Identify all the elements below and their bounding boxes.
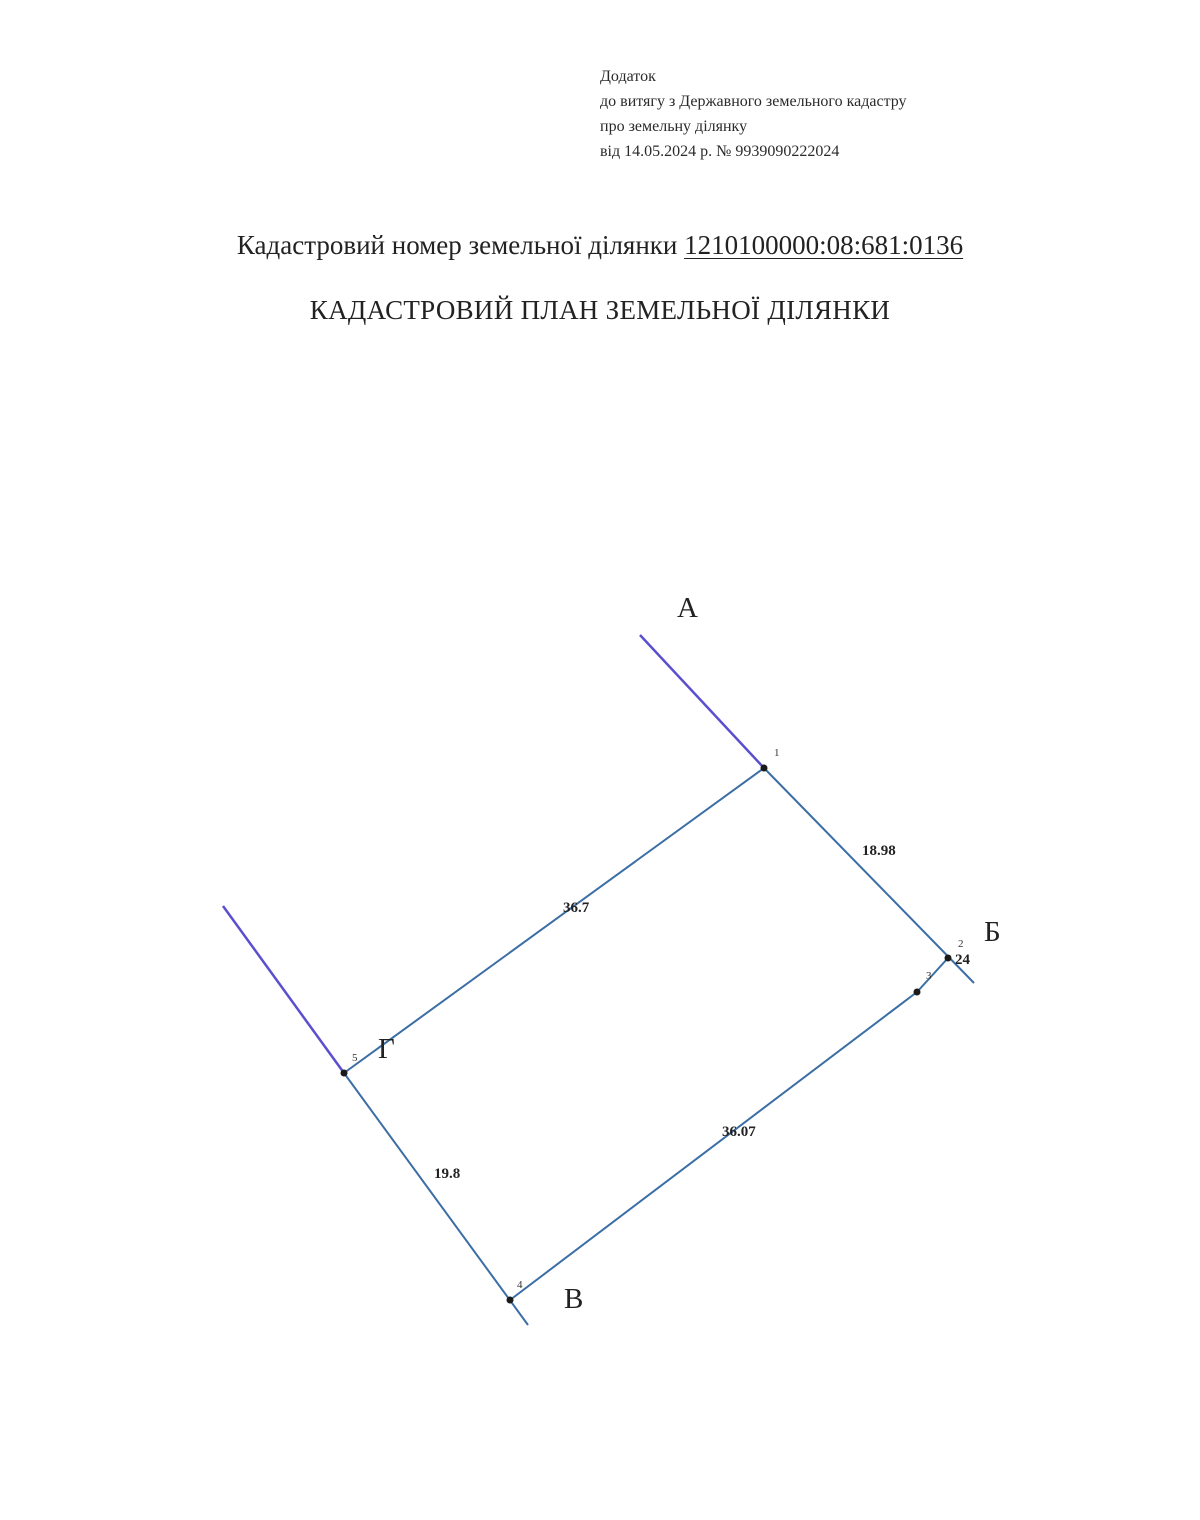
point-number-2: 2 — [958, 938, 964, 950]
dimension-side-1-2: 18.98 — [862, 843, 896, 859]
neighbor-label-b: Б — [984, 916, 1001, 948]
neighbor-line-g — [223, 906, 344, 1073]
point-number-24: 24 — [955, 952, 970, 968]
annex-line-extract: до витягу з Державного земельного кадастру — [600, 93, 907, 110]
boundary-point-1 — [761, 765, 768, 772]
neighbor-label-a: А — [677, 592, 698, 624]
point-number-4: 4 — [517, 1279, 523, 1291]
parcel-side-1-2 — [764, 768, 974, 983]
parcel-side-3-4 — [510, 992, 917, 1300]
cadastral-number-label: Кадастровий номер земельної ділянки — [236, 230, 678, 260]
boundary-point-3 — [914, 989, 921, 996]
dimension-side-5-1: 36.7 — [563, 900, 590, 916]
parcel-side-5-1 — [344, 768, 764, 1073]
parcel-side-5-4 — [344, 1073, 528, 1325]
neighbor-label-v: В — [564, 1283, 584, 1315]
plan-title: КАДАСТРОВИЙ ПЛАН ЗЕМЕЛЬНОЇ ДІЛЯНКИ — [309, 295, 891, 325]
boundary-point-5 — [341, 1070, 348, 1077]
point-number-5: 5 — [352, 1052, 358, 1064]
neighbor-line-a — [640, 635, 764, 768]
annex-line-date-number: від 14.05.2024 р. № 9939090222024 — [600, 143, 840, 160]
parcel-side-2-3 — [917, 958, 948, 992]
dimension-side-5-4: 19.8 — [434, 1166, 461, 1182]
neighbor-label-g: Г — [378, 1033, 395, 1065]
point-number-3: 3 — [926, 970, 932, 982]
dimension-side-4-3: 36.07 — [722, 1124, 756, 1140]
boundary-point-4 — [507, 1297, 514, 1304]
annex-title: Додаток — [600, 68, 656, 85]
annex-line-parcel: про земельну ділянку — [600, 118, 748, 135]
boundary-point-2 — [945, 955, 952, 962]
point-number-1: 1 — [774, 747, 780, 759]
cadastral-number-value: 1210100000:08:681:0136 — [684, 230, 964, 260]
